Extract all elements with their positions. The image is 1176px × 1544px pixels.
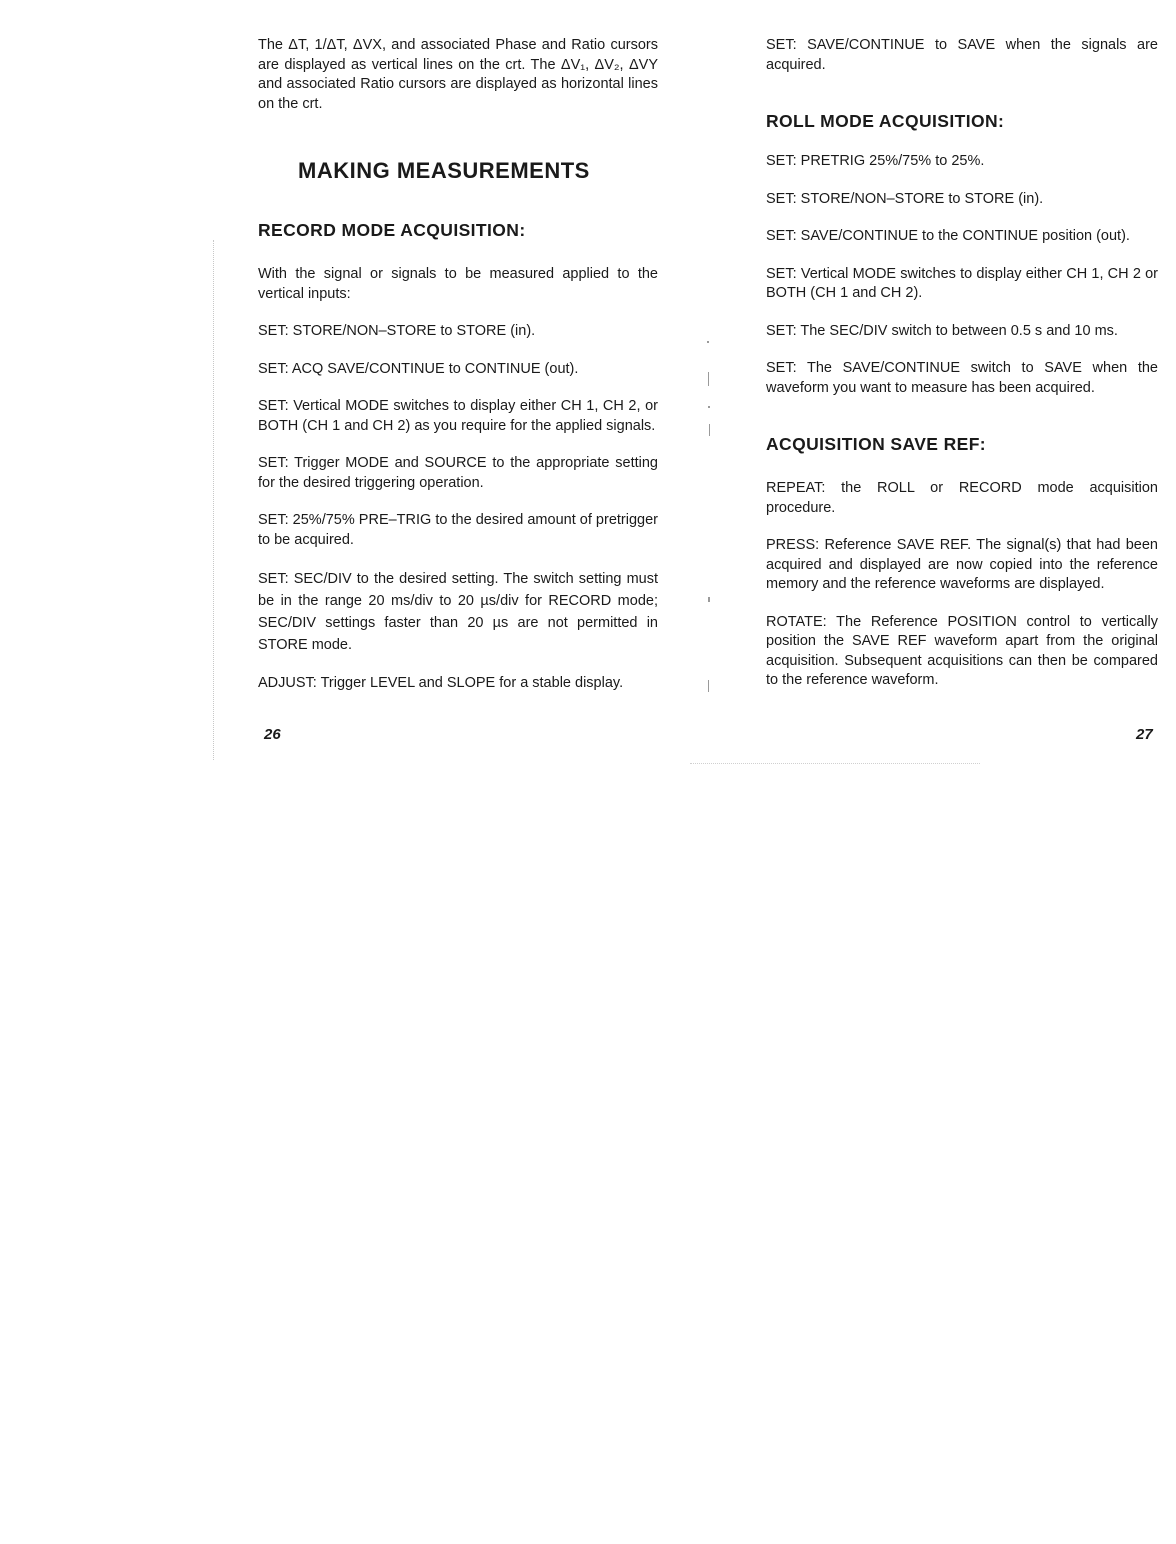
save-ref-heading: ACQUISITION SAVE REF: xyxy=(766,434,987,454)
record-step-vertical-mode: SET: Vertical MODE switches to display either CH 1, CH 2, or BOTH (CH 1 and CH 2) as you require for the applied signals. xyxy=(258,398,658,434)
roll-mode-heading: ROLL MODE ACQUISITION: xyxy=(766,111,1005,131)
save-ref-step-repeat: REPEAT: the ROLL or RECORD mode acquisition procedure. xyxy=(766,480,1158,516)
roll-step-sec-div: SET: The SEC/DIV switch to between 0.5 s and 10 ms. xyxy=(766,322,1118,339)
record-step-sec-div: SET: SEC/DIV to the desired setting. The switch setting must be in the range 20 ms/div to 20 µs/div for RECORD mode; SEC/DIV settings faster than 20 µs are not permitted in STORE mode. xyxy=(258,571,658,653)
save-ref-step-press: PRESS: Reference SAVE REF. The signal(s) that had been acquired and displayed are now copied into the reference memory and the reference waveforms are displayed. xyxy=(766,537,1158,592)
record-step-intro: With the signal or signals to be measured applied to the vertical inputs: xyxy=(258,266,658,302)
cursor-intro-paragraph: The ΔT, 1/ΔT, ΔVX, and associated Phase and Ratio cursors are displayed as vertical lines on the crt. The ΔV₁, ΔV₂, ΔVY and associated Ratio cursors are displayed as horizontal lines on the crt. xyxy=(258,37,658,112)
roll-step-store: SET: STORE/NON–STORE to STORE (in). xyxy=(766,190,1044,207)
scan-speck xyxy=(708,597,710,602)
record-mode-heading: RECORD MODE ACQUISITION: xyxy=(258,220,526,240)
roll-step-vertical-mode: SET: Vertical MODE switches to display either CH 1, CH 2 or BOTH (CH 1 and CH 2). xyxy=(766,265,1158,301)
scan-bottom-line xyxy=(690,763,980,764)
save-continue-paragraph: SET: SAVE/CONTINUE to SAVE when the signals are acquired. xyxy=(766,37,1158,73)
scan-speck xyxy=(708,406,710,408)
scan-speck xyxy=(708,372,709,386)
right-page-column xyxy=(766,36,1158,691)
left-page-column xyxy=(258,36,658,694)
record-step-trigger: SET: Trigger MODE and SOURCE to the appropriate setting for the desired triggering operation. xyxy=(258,455,658,491)
record-step-store: SET: STORE/NON–STORE to STORE (in). xyxy=(258,323,536,339)
roll-step-continue: SET: SAVE/CONTINUE to the CONTINUE position (out). xyxy=(766,228,1130,244)
save-ref-step-rotate: ROTATE: The Reference POSITION control to vertically position the SAVE REF waveform apart from the original acquisition. Subsequent acquisitions can then be compared to the reference waveform. xyxy=(766,613,1158,688)
scan-speck xyxy=(709,424,710,436)
roll-step-pretrig: SET: PRETRIG 25%/75% to 25%. xyxy=(766,153,985,169)
roll-step-save: SET: The SAVE/CONTINUE switch to SAVE when the waveform you want to measure has been acquired. xyxy=(766,360,1158,396)
record-step-adjust: ADJUST: Trigger LEVEL and SLOPE for a stable display. xyxy=(258,675,624,691)
scan-speck xyxy=(707,341,709,343)
page-number-right: 27 xyxy=(1136,726,1153,743)
section-title: MAKING MEASUREMENTS xyxy=(298,158,590,183)
record-step-acq-save: SET: ACQ SAVE/CONTINUE to CONTINUE (out). xyxy=(258,360,579,377)
scan-edge-line xyxy=(213,240,214,760)
record-step-pretrig: SET: 25%/75% PRE–TRIG to the desired amount of pretrigger to be acquired. xyxy=(258,512,658,548)
scan-speck xyxy=(708,680,709,692)
page-number-left: 26 xyxy=(264,726,281,743)
